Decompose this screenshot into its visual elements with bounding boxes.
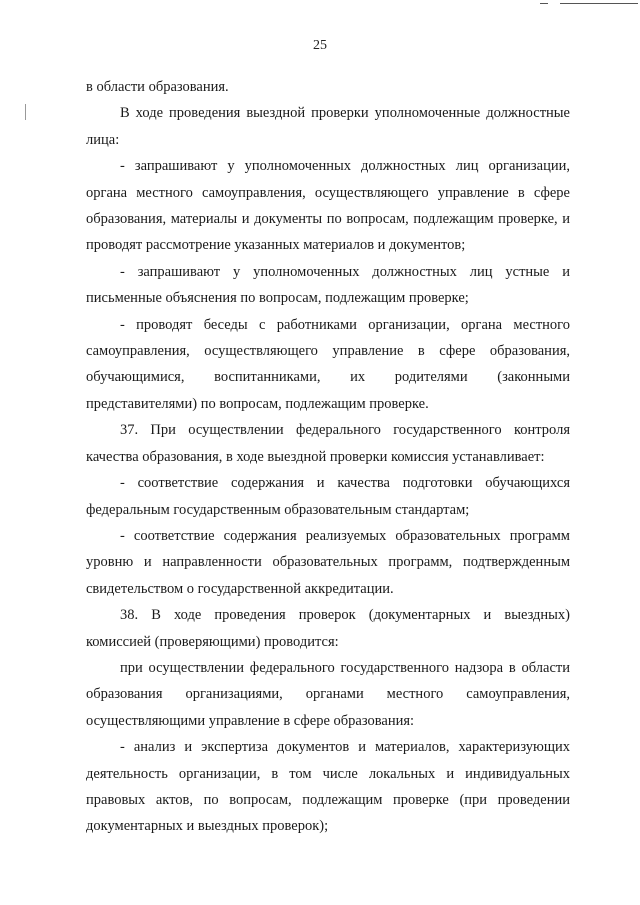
paragraph-supervision-clause: при осуществлении федерального государственного надзора в области образования организациями, органами местного самоуправления, осуществляющими управление в сфере образования:	[86, 659, 570, 729]
scan-edge-gap	[548, 3, 560, 4]
paragraph-item-38: 38. В ходе проведения проверок (документарных и выездных) комиссией (проверяющими) проводится:	[86, 607, 570, 650]
list-item-document-analysis: - анализ и экспертиза документов и материалов, характеризующих деятельность организации, в том числе локальных и индивидуальных правовых актов, по вопросам, подлежащим проверке (при проведении документарных и выездных проверок);	[86, 739, 570, 835]
document-body	[86, 74, 570, 840]
list-item-program-compliance: - соответствие содержания реализуемых образовательных программ уровню и направленности образовательных программ, подтвержденным свидетельством о государственной аккредитации.	[86, 527, 570, 597]
list-item-request-explanations: - запрашивают у уполномоченных должностных лиц устные и письменные объяснения по вопросам, подлежащим проверке;	[86, 263, 570, 307]
list-item-request-documents: - запрашивают у уполномоченных должностных лиц организации, органа местного самоуправления, осуществляющего управление в сфере образования, материалы и документы по вопросам, подлежащим проверке, и проводят рассмотрение указанных материалов и документов;	[86, 158, 570, 254]
paragraph-onsite-inspection-intro: В ходе проведения выездной проверки уполномоченные должностные лица:	[86, 105, 570, 148]
page-number: 25	[313, 38, 327, 53]
margin-mark	[25, 104, 26, 120]
list-item-conduct-interviews: - проводят беседы с работниками организации, органа местного самоуправления, осуществляющего управление в сфере образования, обучающимися, воспитанниками, их родителями (законными представителями) по вопросам, подлежащим проверке.	[86, 316, 570, 412]
paragraph-continuation: в области образования.	[86, 79, 229, 95]
paragraph-item-37: 37. При осуществлении федерального государственного контроля качества образования, в ходе выездной проверки комиссия устанавливает:	[86, 422, 570, 465]
list-item-standards-compliance: - соответствие содержания и качества подготовки обучающихся федеральным государственным образовательным стандартам;	[86, 475, 570, 518]
